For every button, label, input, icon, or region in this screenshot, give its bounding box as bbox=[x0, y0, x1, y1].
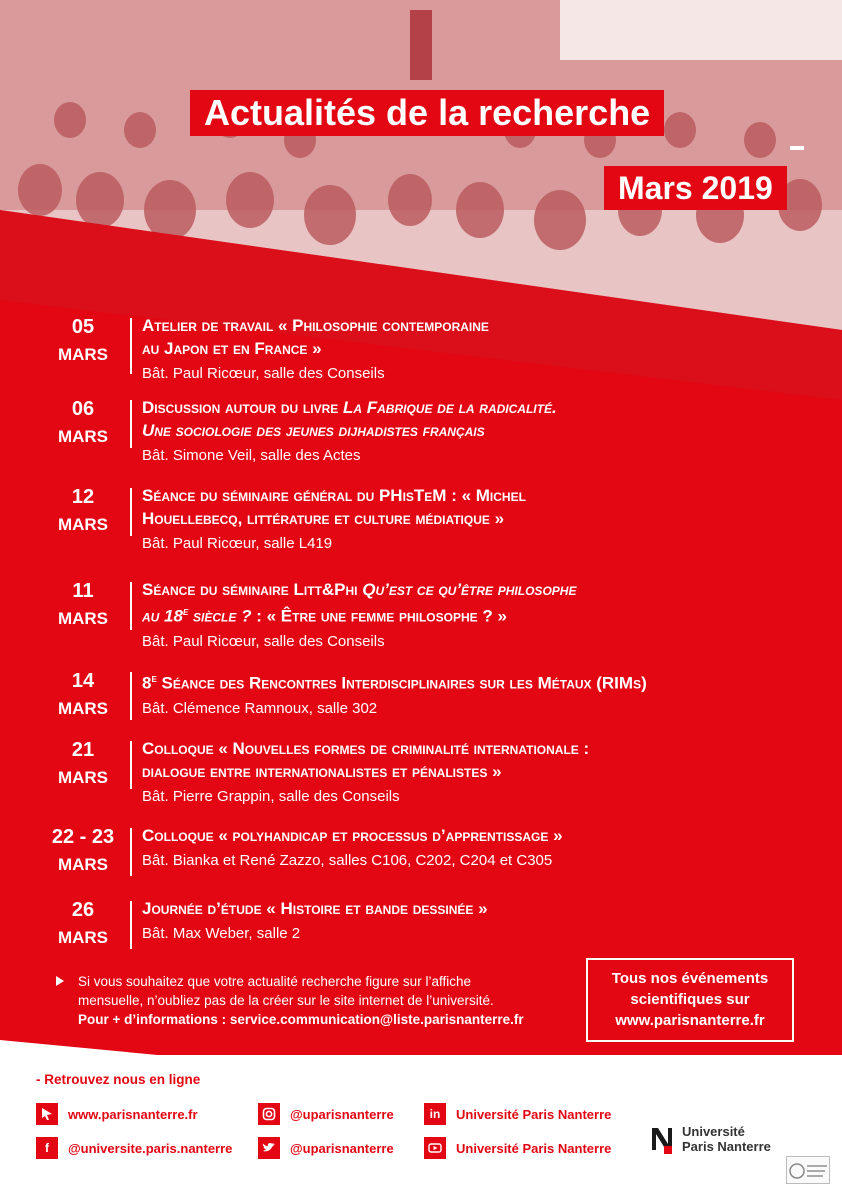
university-logo bbox=[650, 1124, 771, 1154]
footnote-line: mensuelle, n’oubliez pas de la créer sur le site internet de l’université. bbox=[78, 993, 494, 1008]
event-location: Bât. Clémence Ramnoux, salle 302 bbox=[142, 699, 378, 717]
event-month: MARS bbox=[57, 515, 109, 534]
event-title-part: Atelier de travail « Philosophie contemporaine bbox=[142, 316, 489, 335]
instagram-icon bbox=[258, 1103, 280, 1125]
event-day: 05 bbox=[71, 316, 95, 338]
event-divider bbox=[130, 582, 132, 630]
event-month: MARS bbox=[57, 427, 109, 446]
event-day: 26 bbox=[71, 899, 95, 921]
footnote bbox=[56, 972, 576, 1029]
page-subtitle-month: Mars 2019 bbox=[604, 166, 787, 210]
event-body bbox=[142, 578, 822, 653]
social-facebook[interactable] bbox=[36, 1137, 232, 1159]
event-date bbox=[36, 824, 130, 878]
university-logo-mark bbox=[650, 1124, 676, 1154]
event-month: MARS bbox=[57, 699, 109, 718]
logo-line: Université bbox=[682, 1124, 745, 1139]
event-day: 21 bbox=[71, 739, 95, 761]
footnote-line: Si vous souhaitez que votre actualité recherche figure sur l’affiche bbox=[78, 974, 471, 989]
event-divider bbox=[130, 400, 132, 448]
event-title bbox=[142, 578, 822, 628]
event-day: 12 bbox=[71, 486, 95, 508]
event-title bbox=[142, 396, 822, 442]
facebook-link[interactable]: @universite.paris.nanterre bbox=[68, 1140, 233, 1156]
event-title-part: Journée d’étude « Histoire et bande dessinée » bbox=[142, 899, 488, 918]
instagram-link[interactable]: @uparisnanterre bbox=[290, 1106, 394, 1122]
twitter-link[interactable]: @uparisnanterre bbox=[290, 1140, 394, 1156]
event-title-part: Séance des Rencontres Interdisciplinaires sur les Métaux (RIMs) bbox=[156, 673, 647, 693]
facebook-icon: f bbox=[36, 1137, 58, 1159]
event-location: Bât. Paul Ricœur, salle des Conseils bbox=[142, 365, 385, 382]
event-day: 14 bbox=[71, 670, 95, 692]
arrow-right-icon bbox=[56, 976, 64, 986]
event-body bbox=[142, 737, 822, 808]
social-twitter[interactable] bbox=[258, 1137, 394, 1159]
event-title-part: dialogue entre internationalistes et pénalistes » bbox=[142, 762, 502, 781]
event-body bbox=[142, 897, 822, 945]
event-title-part: au Japon et en France » bbox=[142, 339, 322, 358]
event-location: Bât. Max Weber, salle 2 bbox=[142, 925, 301, 942]
social-youtube[interactable] bbox=[424, 1137, 611, 1159]
logo-line: Paris Nanterre bbox=[682, 1139, 771, 1154]
event-body bbox=[142, 668, 822, 720]
event-title bbox=[142, 824, 822, 847]
event-divider bbox=[130, 741, 132, 789]
twitter-icon bbox=[258, 1137, 280, 1159]
events-box-line: scientifiques sur bbox=[630, 991, 750, 1008]
event-month: MARS bbox=[57, 768, 109, 787]
linkedin-icon: in bbox=[424, 1103, 446, 1125]
event-date bbox=[36, 578, 130, 632]
event-title bbox=[142, 314, 822, 360]
events-box-line: Tous nos événements bbox=[611, 970, 769, 987]
event-title bbox=[142, 484, 822, 530]
event-title-part: Séance du séminaire Litt&Phi bbox=[142, 580, 363, 599]
event-body bbox=[142, 396, 822, 467]
linkedin-link[interactable]: Université Paris Nanterre bbox=[456, 1106, 612, 1122]
event-date bbox=[36, 484, 130, 538]
event-title-part: Une sociologie des jeunes dijhadistes français bbox=[142, 421, 485, 440]
event-divider bbox=[130, 901, 132, 949]
youtube-icon bbox=[424, 1137, 446, 1159]
event-location: Bât. Paul Ricœur, salle des Conseils bbox=[142, 632, 385, 650]
event-title-part: e bbox=[182, 606, 189, 618]
event-divider bbox=[130, 488, 132, 536]
event-title-part: e bbox=[151, 673, 157, 685]
event-location: Bât. Simone Veil, salle des Actes bbox=[142, 447, 361, 464]
event-day: 11 bbox=[72, 580, 94, 602]
event-date bbox=[36, 396, 130, 450]
event-title-part: La Fabrique de la radicalité. bbox=[342, 398, 557, 417]
event-divider bbox=[130, 318, 132, 374]
event-title-part: Houellebecq, littérature et culture médiatique » bbox=[142, 509, 505, 528]
event-date bbox=[36, 314, 130, 368]
event-month: MARS bbox=[57, 345, 109, 364]
event-location: Bât. Pierre Grappin, salle des Conseils bbox=[142, 788, 400, 805]
event-date bbox=[36, 737, 130, 791]
social-website[interactable] bbox=[36, 1103, 198, 1125]
footnote-contact[interactable]: Pour + d’informations : service.communication@liste.parisnanterre.fr bbox=[78, 1012, 524, 1027]
event-title bbox=[142, 668, 822, 695]
event-title-part: siècle ? bbox=[188, 606, 252, 626]
event-body bbox=[142, 824, 822, 872]
event-title bbox=[142, 897, 822, 920]
social-linkedin[interactable] bbox=[424, 1103, 611, 1125]
social-instagram[interactable] bbox=[258, 1103, 394, 1125]
event-month: MARS bbox=[57, 855, 109, 874]
event-day: 06 bbox=[71, 398, 95, 420]
event-divider bbox=[130, 828, 132, 876]
event-month: MARS bbox=[57, 928, 109, 947]
cursor-icon bbox=[36, 1103, 58, 1125]
event-date bbox=[36, 668, 130, 722]
title-dash bbox=[790, 146, 804, 150]
event-divider bbox=[130, 672, 132, 720]
event-title-part: Colloque « Nouvelles formes de criminalité internationale : bbox=[142, 739, 590, 758]
social-heading: - Retrouvez nous en ligne bbox=[36, 1072, 201, 1087]
event-day: 22 - 23 bbox=[51, 826, 115, 848]
event-location: Bât. Bianka et René Zazzo, salles C106, C202, C204 et C305 bbox=[142, 852, 553, 869]
events-box-url[interactable]: www.parisnanterre.fr bbox=[615, 1012, 765, 1029]
event-title-part: Colloque « polyhandicap et processus d’apprentissage » bbox=[142, 826, 563, 845]
event-title-part: Qu’est ce qu’être philosophe bbox=[362, 580, 577, 599]
event-title-part: : « Être une femme philosophe ? » bbox=[251, 606, 507, 626]
event-title-part: Séance du séminaire général du PHisTeM : « Michel bbox=[142, 486, 526, 505]
website-link[interactable]: www.parisnanterre.fr bbox=[68, 1106, 198, 1122]
event-body bbox=[142, 484, 822, 555]
event-title bbox=[142, 737, 822, 783]
youtube-link[interactable]: Université Paris Nanterre bbox=[456, 1140, 612, 1156]
event-location: Bât. Paul Ricœur, salle L419 bbox=[142, 535, 333, 552]
event-month: MARS bbox=[57, 609, 109, 628]
event-body bbox=[142, 314, 822, 385]
page-title: Actualités de la recherche bbox=[190, 90, 664, 136]
event-title-part: Discussion autour du livre bbox=[142, 398, 343, 417]
event-title-part: au 18 bbox=[142, 606, 183, 626]
event-title-part: 8 bbox=[142, 673, 152, 693]
certification-badge bbox=[786, 1156, 830, 1184]
all-events-link-box[interactable] bbox=[586, 958, 794, 1042]
event-date bbox=[36, 897, 130, 951]
